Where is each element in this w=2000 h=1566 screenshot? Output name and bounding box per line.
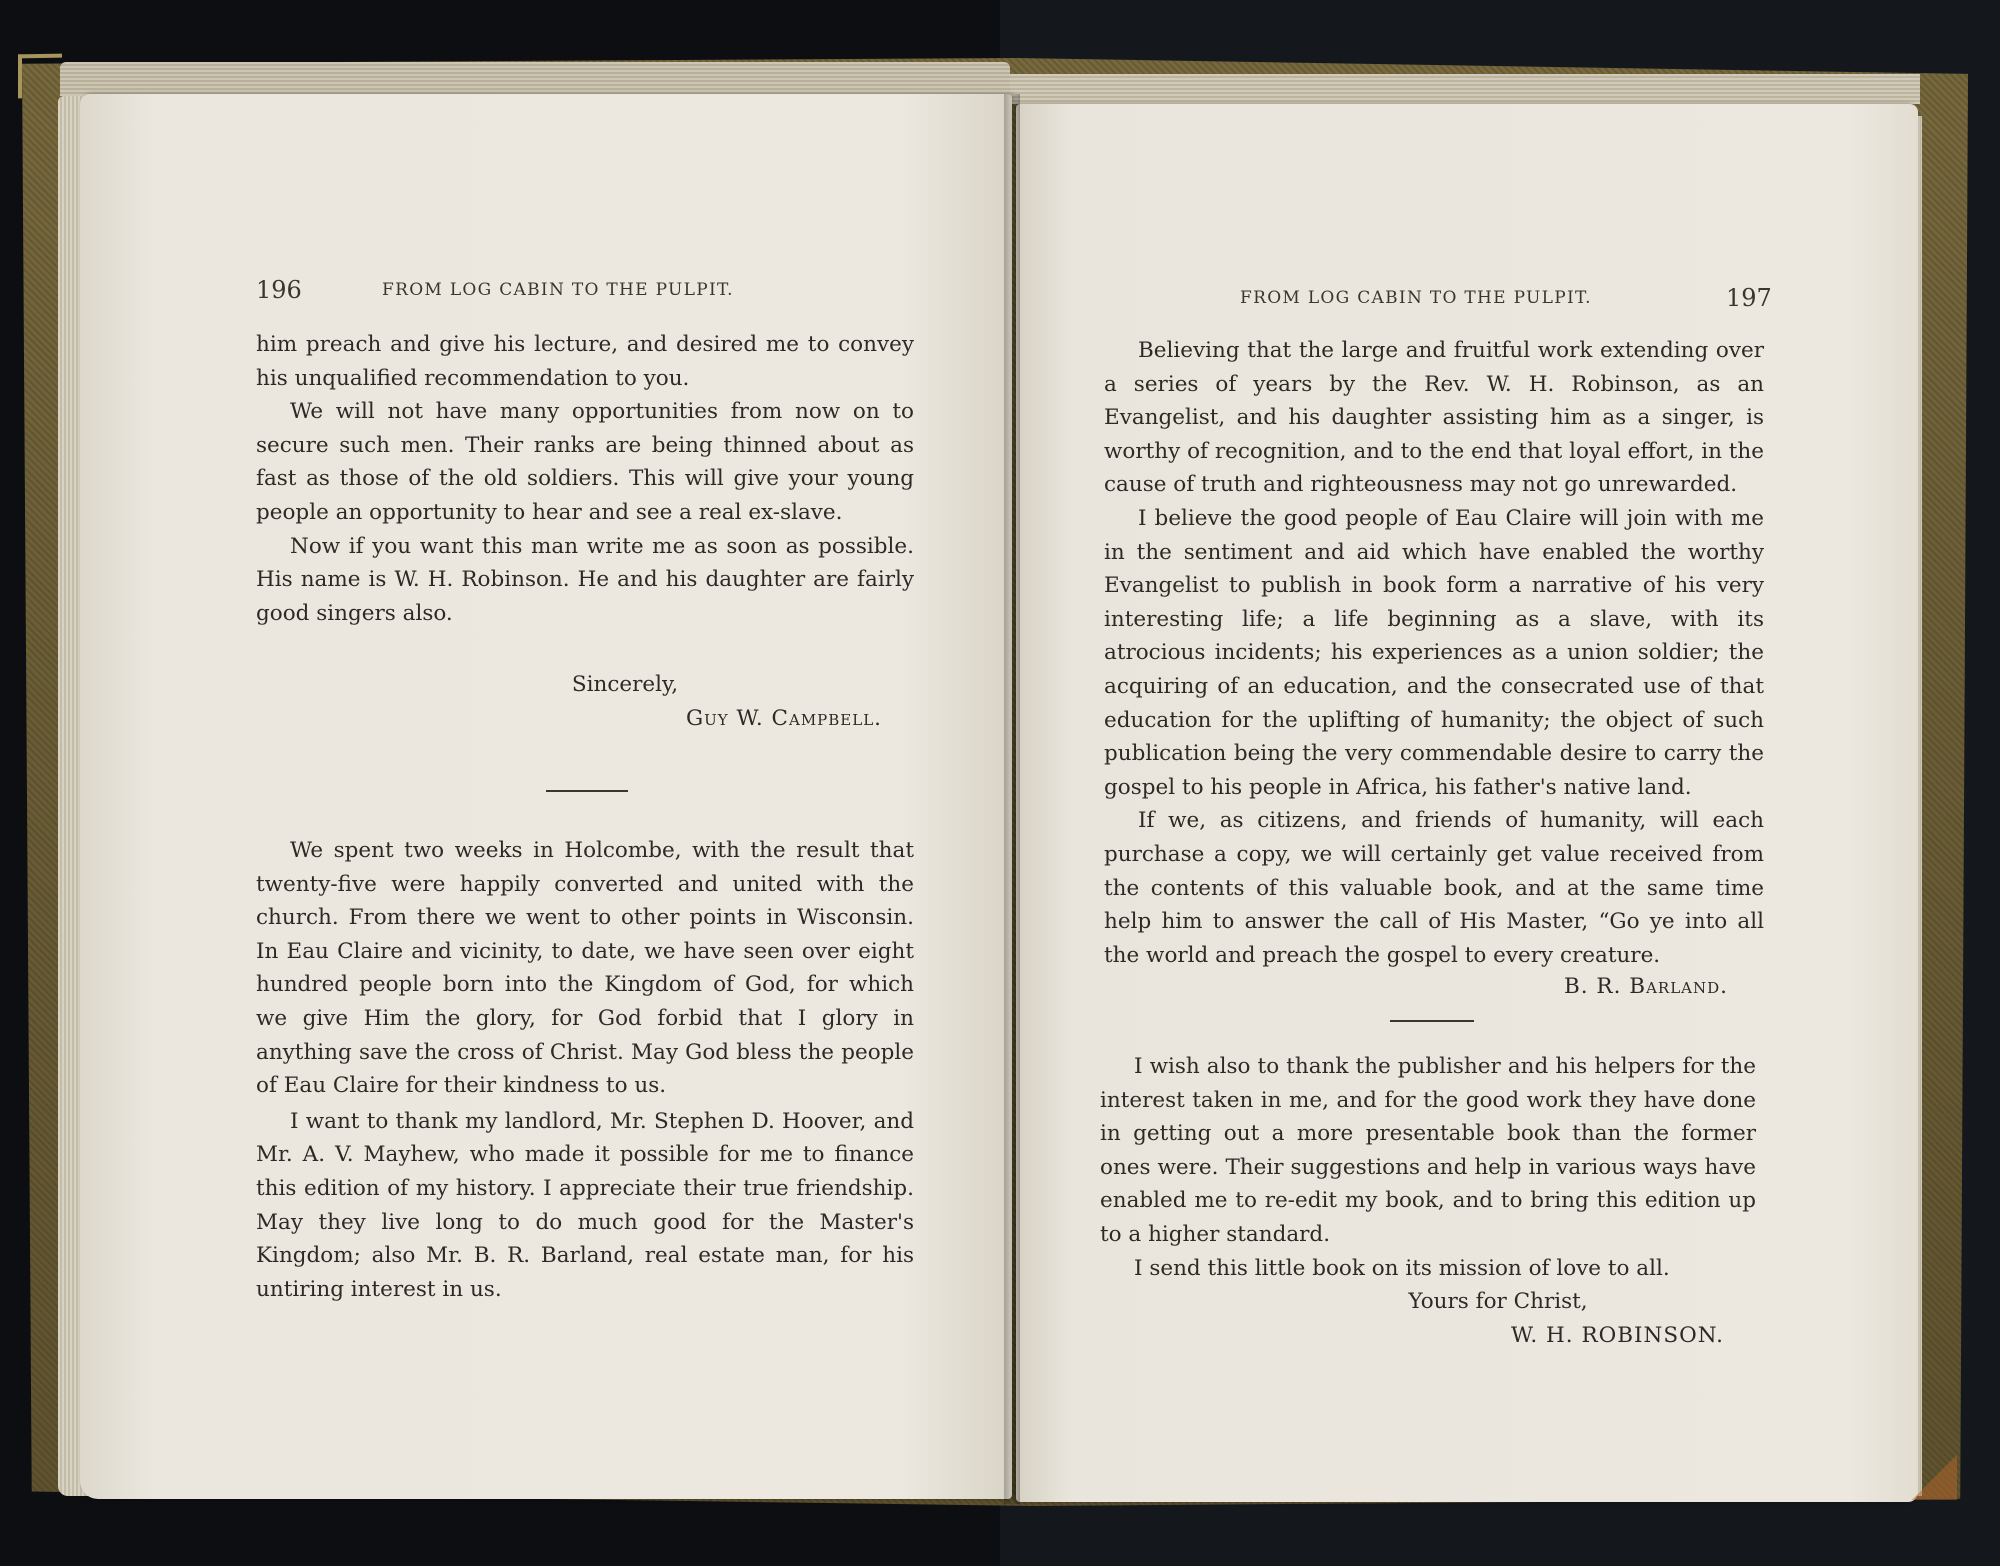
letter-paragraph: We will not have many opportunities from now on to secure such men. Their ranks are being thinned about as fast as those of the old soldiers. This will give your young people an opportunity to hear and see a real ex-slave.: [256, 399, 914, 525]
testimonial-paragraph: Believing that the large and fruitful work extending over a series of years by the Rev. W. H. Robinson, as an Evangelist, and his daughter assisting him as a singer, is worthy of recognition, and to the end that loyal effort, in the cause of truth and righteousness may not go unrewarded.: [1104, 338, 1764, 498]
author-signature: W. H. ROBINSON.: [1511, 1322, 1724, 1348]
page-block-top-left: [60, 62, 1010, 96]
closing-paragraph: I send this little book on its mission of love to all.: [1134, 1255, 1670, 1281]
letter-closing: Sincerely,: [571, 672, 679, 697]
testimonial-signature: B. R. Barland.: [1563, 974, 1728, 999]
page-block-top-right: [1010, 74, 1920, 104]
left-running-head: FROM LOG CABIN TO THE PULPIT.: [382, 280, 734, 300]
narrative-paragraph: I want to thank my landlord, Mr. Stephen D. Hoover, and Mr. A. V. Mayhew, who made it possible for me to finance this edition of my history. I appreciate their true friendship. May they live long to do much good for the Master's Kingdom; also Mr. B. R. Barland, real estate man, for his untiring interest in us.: [256, 1108, 914, 1302]
right-running-head: FROM LOG CABIN TO THE PULPIT.: [1240, 288, 1592, 308]
narrative-paragraph: We spent two weeks in Holcombe, with the result that twenty-five were happily converted and united with the church. From there we went to other points in Wisconsin. In Eau Claire and vicinity, to date, we have seen over eight hundred people born into the Kingdom of God, for which we give Him the glory, for God forbid that I glory in anything save the cross of Christ. May God bless the people of Eau Claire for their kindness to us.: [256, 838, 914, 1099]
left-narrative-body: [256, 834, 914, 1306]
right-page-number: 197: [1726, 284, 1772, 312]
section-divider: [546, 790, 628, 792]
letter-paragraph: him preach and give his lecture, and desired me to convey his unqualified recommendation to you.: [256, 332, 914, 391]
left-page-number: 196: [256, 276, 302, 304]
cover-corner: [18, 54, 62, 99]
letter-paragraph: Now if you want this man write me as soon as possible. His name is W. H. Robinson. He and his daughter are fairly good singers also.: [256, 533, 914, 626]
left-letter-body: [256, 328, 914, 630]
cover-corner-wear: [1912, 1455, 1957, 1500]
book-gutter: [1004, 94, 1020, 1504]
testimonial-paragraph: If we, as citizens, and friends of humanity, will each purchase a copy, we will certainly get value received from the contents of this valuable book, and at the same time help him to answer the call of His Master, “Go ye into all the world and preach the gospel to every creature.: [1104, 808, 1764, 968]
testimonial-paragraph: I believe the good people of Eau Claire will join with me in the sentiment and aid which have enabled the worthy Evangelist to publish in book form a narrative of his very interesting life; a life beginning as a slave, with its atrocious incidents; his experiences as a union soldier; the acquiring of an education, and the consecrated use of that education for the uplifting of humanity; the object of such publication being the very commendable desire to carry the gospel to his people in Africa, his father's native land.: [1104, 505, 1764, 800]
right-closing-body: [1100, 1050, 1756, 1352]
right-testimonial-body: [1104, 334, 1764, 972]
author-closing: Yours for Christ,: [1408, 1289, 1588, 1315]
closing-paragraph: I wish also to thank the publisher and his helpers for the interest taken in me, and for the good work they have done in getting out a more presentable book than the former ones were. Their suggestions and help in various ways have enabled me to re-edit my book, and to bring this edition up to a higher standard.: [1100, 1054, 1756, 1247]
left-letter-closing-block: [256, 668, 914, 735]
section-divider: [1390, 1020, 1474, 1022]
letter-signature: Guy W. Campbell.: [685, 705, 882, 731]
